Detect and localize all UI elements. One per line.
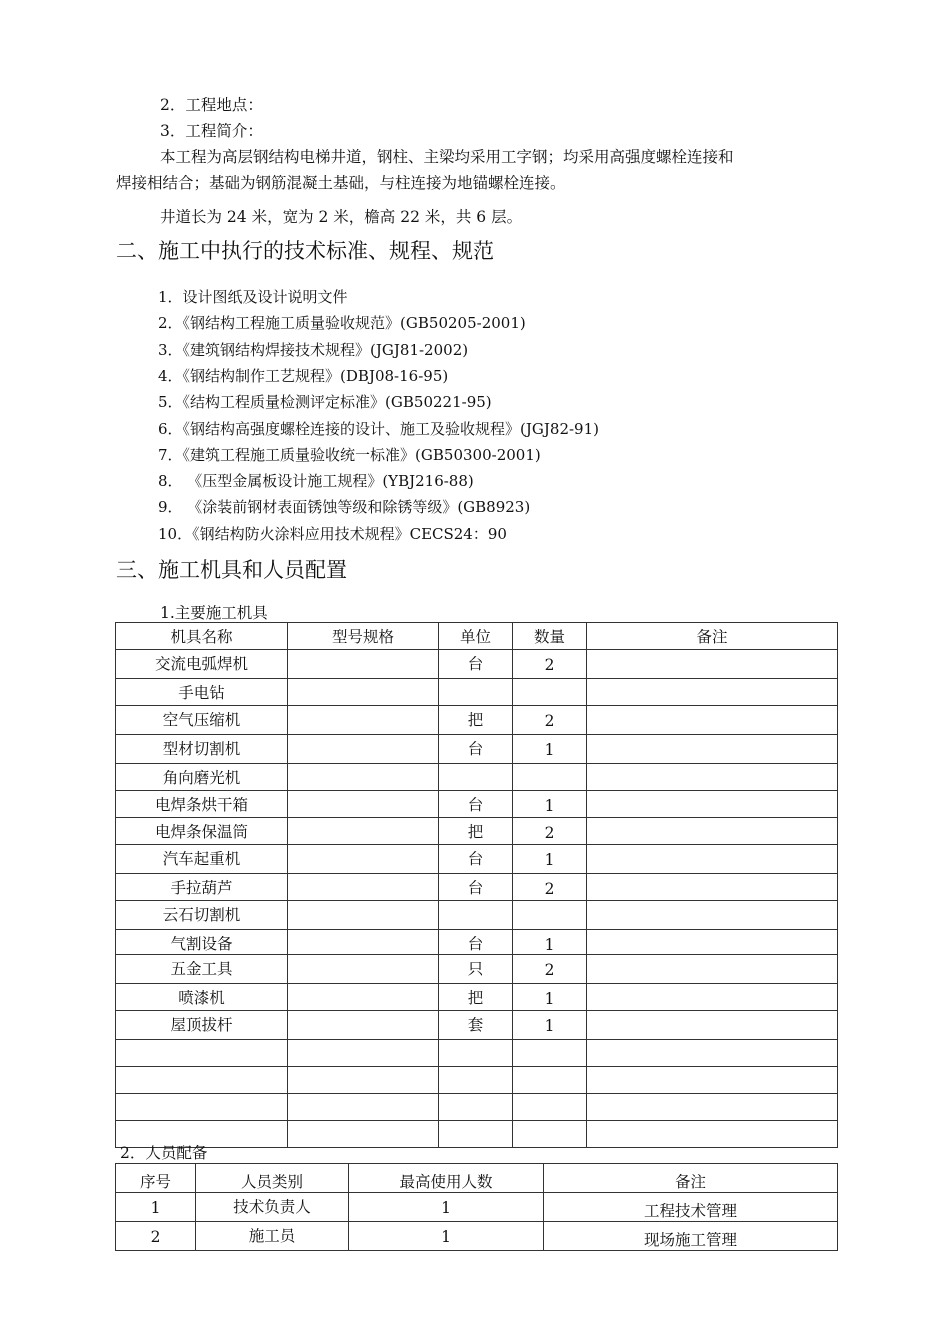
- equipment-name-cell: [116, 706, 288, 735]
- equipment-model-cell-text: [288, 955, 438, 957]
- staff-count-cell: [349, 1222, 544, 1251]
- equipment-model-cell: [288, 818, 439, 845]
- equipment-name-cell: [116, 955, 288, 984]
- equipment-note-cell-text: [587, 984, 837, 986]
- equipment-note-cell: [587, 984, 838, 1011]
- equipment-note-cell: [587, 845, 838, 874]
- staff-note-cell: [544, 1222, 838, 1251]
- equipment-note-cell: [587, 818, 838, 845]
- equipment-note-cell: [587, 1011, 838, 1040]
- equipment-note-cell-text: [587, 818, 837, 820]
- empty-cell: [116, 1040, 288, 1067]
- equipment-qty-cell-text: 1: [544, 936, 555, 954]
- equipment-unit-cell-text: [439, 679, 512, 681]
- table-row: [116, 984, 838, 1011]
- equipment-qty-cell-text: [513, 679, 586, 685]
- equipment-name-cell: [116, 984, 288, 1011]
- equipment-name-cell: [116, 679, 288, 706]
- equipment-unit-cell: [439, 955, 513, 984]
- staff-header-cell-text: 序号: [139, 1173, 171, 1191]
- empty-cell: [288, 1094, 439, 1121]
- equipment-unit-cell: [439, 679, 513, 706]
- equipment-model-cell-text: [288, 845, 438, 847]
- equipment-model-cell: [288, 874, 439, 901]
- standard-item: 2．《钢结构工程施工质量验收规范》(GB50205-2001): [158, 314, 526, 333]
- empty-cell-text: [513, 1121, 586, 1123]
- project-size-line: 井道长为 24 米，宽为 2 米，檐高 22 米，共 6 层。: [160, 208, 523, 226]
- equipment-qty-cell-text: [513, 764, 586, 770]
- equipment-unit-cell-text: 台: [467, 655, 484, 673]
- equipment-qty-cell-text: 1: [544, 741, 555, 759]
- empty-cell-text: [513, 1040, 586, 1042]
- empty-cell-text: [288, 1121, 438, 1123]
- equipment-name-cell-text: 型材切割机: [162, 740, 241, 758]
- empty-cell: [587, 1040, 838, 1067]
- equipment-note-cell: [587, 706, 838, 735]
- equipment-unit-cell: [439, 845, 513, 874]
- equipment-qty-cell-text: 1: [544, 1017, 555, 1035]
- equipment-name-cell-text: 电焊条烘干箱: [154, 796, 248, 814]
- equipment-name-cell: [116, 1011, 288, 1040]
- equipment-name-cell: [116, 930, 288, 955]
- equipment-name-cell: [116, 874, 288, 901]
- equipment-model-cell-text: [288, 1011, 438, 1013]
- equipment-name-cell: [116, 791, 288, 818]
- empty-cell-text: [439, 1067, 512, 1069]
- empty-cell-text: [439, 1094, 512, 1096]
- equipment-unit-cell: [439, 818, 513, 845]
- empty-cell-text: [288, 1067, 438, 1069]
- table-row: [116, 791, 838, 818]
- equipment-unit-cell-text: 台: [467, 935, 484, 953]
- empty-cell: [439, 1040, 513, 1067]
- equipment-qty-cell: [513, 1011, 587, 1040]
- equipment-model-cell: [288, 845, 439, 874]
- equipment-qty-cell-text: [513, 901, 586, 907]
- equipment-header-cell-text: 型号规格: [331, 628, 394, 646]
- equipment-unit-cell-text: 把: [467, 823, 484, 841]
- equipment-model-cell: [288, 1011, 439, 1040]
- equipment-note-cell-text: [587, 1011, 837, 1013]
- staff-header-cell: [544, 1164, 838, 1193]
- equipment-qty-cell: [513, 930, 587, 955]
- equipment-model-cell: [288, 930, 439, 955]
- empty-cell-text: [587, 1094, 837, 1096]
- project-location-label: 2．工程地点：: [160, 96, 263, 114]
- equipment-qty-cell-text: 2: [544, 656, 555, 674]
- equipment-note-cell-text: [587, 706, 837, 708]
- staff-no-cell-text: 1: [150, 1199, 161, 1217]
- equipment-name-cell-text: 气割设备: [170, 935, 233, 953]
- table-row: [116, 1222, 838, 1251]
- empty-cell: [513, 1094, 587, 1121]
- table-row: [116, 1040, 838, 1067]
- equipment-note-cell-text: [587, 791, 837, 793]
- equipment-name-cell-text: 屋顶拔杆: [170, 1016, 233, 1034]
- table-row: [116, 1094, 838, 1121]
- equipment-model-cell-text: [288, 901, 438, 903]
- standard-item: 7．《建筑工程施工质量验收统一标准》(GB50300-2001): [158, 445, 541, 464]
- equipment-header-cell: [513, 623, 587, 650]
- empty-cell: [288, 1040, 439, 1067]
- empty-cell-text: [116, 1094, 287, 1096]
- table-row: [116, 1011, 838, 1040]
- equipment-name-cell-text: 交流电弧焊机: [154, 655, 248, 673]
- staff-no-cell: [116, 1193, 196, 1222]
- equipment-name-cell-text: 五金工具: [170, 960, 233, 978]
- equipment-note-cell: [587, 874, 838, 901]
- equipment-unit-cell-text: 把: [467, 711, 484, 729]
- equipment-qty-cell-text: 2: [544, 712, 555, 730]
- empty-cell: [587, 1094, 838, 1121]
- table-row: [116, 955, 838, 984]
- equipment-note-cell-text: [587, 901, 837, 903]
- empty-cell-text: [116, 1121, 287, 1123]
- equipment-qty-cell: [513, 955, 587, 984]
- equipment-unit-cell: [439, 650, 513, 679]
- equipment-header-cell: [116, 623, 288, 650]
- equipment-model-cell: [288, 955, 439, 984]
- equipment-qty-cell: [513, 901, 587, 930]
- empty-cell-text: [439, 1040, 512, 1042]
- equipment-name-cell-text: 手电钻: [178, 684, 225, 702]
- equipment-unit-cell: [439, 764, 513, 791]
- equipment-name-cell: [116, 650, 288, 679]
- table-row: [116, 901, 838, 930]
- equipment-unit-cell: [439, 901, 513, 930]
- empty-cell: [288, 1067, 439, 1094]
- empty-cell: [116, 1094, 288, 1121]
- empty-cell-text: [288, 1040, 438, 1042]
- equipment-qty-cell: [513, 650, 587, 679]
- empty-cell: [439, 1067, 513, 1094]
- equipment-note-cell: [587, 901, 838, 930]
- equipment-name-cell: [116, 901, 288, 930]
- equipment-header-cell-text: 单位: [459, 628, 491, 646]
- equipment-model-cell: [288, 901, 439, 930]
- equipment-header-cell: [587, 623, 838, 650]
- equipment-name-cell-text: 手拉葫芦: [170, 879, 233, 897]
- equipment-unit-cell: [439, 791, 513, 818]
- equipment-header-cell-text: 机具名称: [170, 628, 233, 646]
- equipment-header-cell: [439, 623, 513, 650]
- equipment-model-cell-text: [288, 706, 438, 708]
- equipment-unit-cell: [439, 874, 513, 901]
- equipment-unit-cell-text: 把: [467, 989, 484, 1007]
- project-intro-line2: 焊接相结合；基础为钢筋混凝土基础，与柱连接为地锚螺栓连接。: [116, 174, 566, 192]
- equipment-unit-cell: [439, 984, 513, 1011]
- equipment-model-cell: [288, 791, 439, 818]
- equipment-model-cell-text: [288, 764, 438, 766]
- equipment-unit-cell-text: 台: [467, 740, 484, 758]
- equipment-model-cell: [288, 764, 439, 791]
- standard-item: 8． 《压型金属板设计施工规程》(YBJ216-88): [158, 472, 474, 491]
- empty-cell: [288, 1121, 439, 1148]
- equipment-qty-cell-text: 1: [544, 990, 555, 1008]
- equipment-model-cell-text: [288, 984, 438, 986]
- empty-cell-text: [587, 1121, 837, 1123]
- standard-item: 9． 《涂装前钢材表面锈蚀等级和除锈等级》(GB8923): [158, 498, 531, 517]
- empty-cell-text: [288, 1094, 438, 1096]
- staff-note-cell-text: 工程技术管理: [643, 1202, 737, 1220]
- staff-role-cell: [196, 1193, 349, 1222]
- staff-role-cell-text: 技术负责人: [233, 1198, 311, 1216]
- staff-header-cell: [116, 1164, 196, 1193]
- equipment-header-cell-text: 数量: [533, 628, 565, 646]
- equipment-note-cell-text: [587, 845, 837, 847]
- staff-count-cell-text: 1: [441, 1228, 451, 1246]
- table-row: [116, 930, 838, 955]
- table-row: [116, 1193, 838, 1222]
- equipment-qty-cell: [513, 706, 587, 735]
- equipment-note-cell: [587, 930, 838, 955]
- staff-caption: 2．人员配备: [120, 1144, 208, 1162]
- staff-header-cell-text: 最高使用人数: [399, 1173, 493, 1191]
- staff-role-cell: [196, 1222, 349, 1251]
- equipment-note-cell: [587, 764, 838, 791]
- table-row: [116, 650, 838, 679]
- equipment-qty-cell: [513, 845, 587, 874]
- equipment-name-cell-text: 云石切割机: [162, 906, 241, 924]
- equipment-name-cell: [116, 764, 288, 791]
- equipment-note-cell: [587, 650, 838, 679]
- equipment-header-row: [116, 623, 838, 650]
- table-row: [116, 764, 838, 791]
- equipment-model-cell-text: [288, 818, 438, 820]
- standard-item: 6．《钢结构高强度螺栓连接的设计、施工及验收规程》(JGJ82-91): [158, 419, 600, 438]
- equipment-note-cell-text: [587, 679, 837, 681]
- empty-cell-text: [587, 1067, 837, 1069]
- empty-cell: [513, 1121, 587, 1148]
- equipment-unit-cell: [439, 706, 513, 735]
- equipment-unit-cell-text: 只: [467, 960, 484, 978]
- equipment-qty-cell-text: 2: [544, 880, 555, 898]
- equipment-model-cell: [288, 735, 439, 764]
- equipment-unit-cell-text: 台: [467, 796, 484, 814]
- empty-cell-text: [439, 1121, 512, 1123]
- table-row: [116, 1067, 838, 1094]
- staff-count-cell-text: 1: [441, 1199, 451, 1217]
- equipment-model-cell-text: [288, 930, 438, 932]
- table-row: [116, 1121, 838, 1148]
- empty-cell: [439, 1121, 513, 1148]
- standard-item: 4．《钢结构制作工艺规程》(DBJ08-16-95): [158, 366, 449, 385]
- equipment-qty-cell: [513, 764, 587, 791]
- staff-no-cell: [116, 1222, 196, 1251]
- empty-cell-text: [116, 1040, 287, 1042]
- equipment-name-cell-text: 电焊条保温筒: [154, 823, 248, 841]
- equipment-header-cell: [288, 623, 439, 650]
- equipment-qty-cell: [513, 735, 587, 764]
- equipment-model-cell-text: [288, 650, 438, 652]
- empty-cell-text: [513, 1094, 586, 1096]
- project-intro-label: 3．工程简介：: [160, 122, 263, 140]
- standard-item: 3．《建筑钢结构焊接技术规程》(JGJ81-2002): [158, 340, 469, 359]
- equipment-unit-cell: [439, 1011, 513, 1040]
- staff-header-cell: [349, 1164, 544, 1193]
- staff-header-cell-text: 人员类别: [240, 1173, 303, 1191]
- empty-cell-text: [513, 1067, 586, 1069]
- equipment-model-cell: [288, 650, 439, 679]
- staff-note-cell-text: 现场施工管理: [643, 1231, 737, 1249]
- empty-cell: [513, 1067, 587, 1094]
- equipment-unit-cell-text: 套: [467, 1016, 484, 1034]
- table-row: [116, 874, 838, 901]
- equipment-qty-cell-text: 1: [544, 797, 555, 815]
- equipment-model-cell-text: [288, 735, 438, 737]
- project-intro-line1: 本工程为高层钢结构电梯井道，钢柱、主梁均采用工字钢；均采用高强度螺栓连接和: [160, 148, 734, 166]
- equipment-unit-cell: [439, 930, 513, 955]
- equipment-qty-cell: [513, 791, 587, 818]
- standard-item: 10．《钢结构防火涂料应用技术规程》CECS24：90: [158, 524, 507, 543]
- empty-cell-text: [587, 1040, 837, 1042]
- equipment-model-cell-text: [288, 791, 438, 793]
- equipment-name-cell: [116, 818, 288, 845]
- equipment-table: [115, 622, 838, 1148]
- equipment-note-cell-text: [587, 874, 837, 876]
- equipment-note-cell-text: [587, 735, 837, 737]
- section3-title: 三、施工机具和人员配置: [116, 558, 347, 582]
- equipment-model-cell-text: [288, 874, 438, 876]
- staff-header-cell: [196, 1164, 349, 1193]
- table-row: [116, 735, 838, 764]
- equipment-name-cell-text: 空气压缩机: [162, 711, 241, 729]
- equipment-unit-cell-text: 台: [467, 879, 484, 897]
- equipment-name-cell-text: 喷漆机: [178, 989, 225, 1007]
- equipment-name-cell-text: 汽车起重机: [162, 850, 241, 868]
- equipment-note-cell-text: [587, 930, 837, 932]
- equipment-model-cell: [288, 984, 439, 1011]
- empty-cell-text: [116, 1067, 287, 1069]
- equipment-qty-cell-text: 1: [544, 851, 555, 869]
- equipment-note-cell: [587, 791, 838, 818]
- equipment-unit-cell-text: 台: [467, 850, 484, 868]
- staff-no-cell-text: 2: [150, 1228, 161, 1246]
- empty-cell: [587, 1067, 838, 1094]
- equipment-header-cell-text: 备注: [696, 628, 728, 646]
- table-row: [116, 679, 838, 706]
- equipment-qty-cell: [513, 984, 587, 1011]
- equipment-name-cell: [116, 735, 288, 764]
- staff-note-cell: [544, 1193, 838, 1222]
- table-row: [116, 706, 838, 735]
- equipment-qty-cell-text: 2: [544, 961, 555, 979]
- equipment-note-cell: [587, 735, 838, 764]
- equipment-note-cell: [587, 679, 838, 706]
- standard-item: 5．《结构工程质量检测评定标准》(GB50221-95): [158, 393, 492, 412]
- equipment-qty-cell: [513, 874, 587, 901]
- equipment-note-cell-text: [587, 764, 837, 766]
- section2-title: 二、施工中执行的技术标准、规程、规范: [116, 239, 494, 263]
- equipment-note-cell-text: [587, 650, 837, 652]
- staff-count-cell: [349, 1193, 544, 1222]
- standard-item: 1．设计图纸及设计说明文件: [158, 288, 348, 306]
- equipment-model-cell: [288, 706, 439, 735]
- empty-cell: [116, 1067, 288, 1094]
- equipment-unit-cell-text: [439, 901, 512, 903]
- equipment-unit-cell-text: [439, 764, 512, 766]
- empty-cell: [513, 1040, 587, 1067]
- equipment-qty-cell: [513, 679, 587, 706]
- table-row: [116, 845, 838, 874]
- equipment-name-cell: [116, 845, 288, 874]
- empty-cell: [587, 1121, 838, 1148]
- staff-header-cell-text: 备注: [674, 1173, 706, 1191]
- equipment-qty-cell: [513, 818, 587, 845]
- equipment-name-cell-text: 角向磨光机: [162, 769, 241, 787]
- empty-cell: [439, 1094, 513, 1121]
- equipment-note-cell-text: [587, 955, 837, 957]
- equipment-unit-cell: [439, 735, 513, 764]
- equipment-model-cell-text: [288, 679, 438, 681]
- table-row: [116, 818, 838, 845]
- equipment-note-cell: [587, 955, 838, 984]
- equipment-model-cell: [288, 679, 439, 706]
- staff-table: [115, 1163, 838, 1251]
- equipment-caption: 1.主要施工机具: [160, 604, 268, 622]
- staff-header-row: [116, 1164, 838, 1193]
- equipment-qty-cell-text: 2: [544, 824, 555, 842]
- staff-role-cell-text: 施工员: [248, 1227, 296, 1245]
